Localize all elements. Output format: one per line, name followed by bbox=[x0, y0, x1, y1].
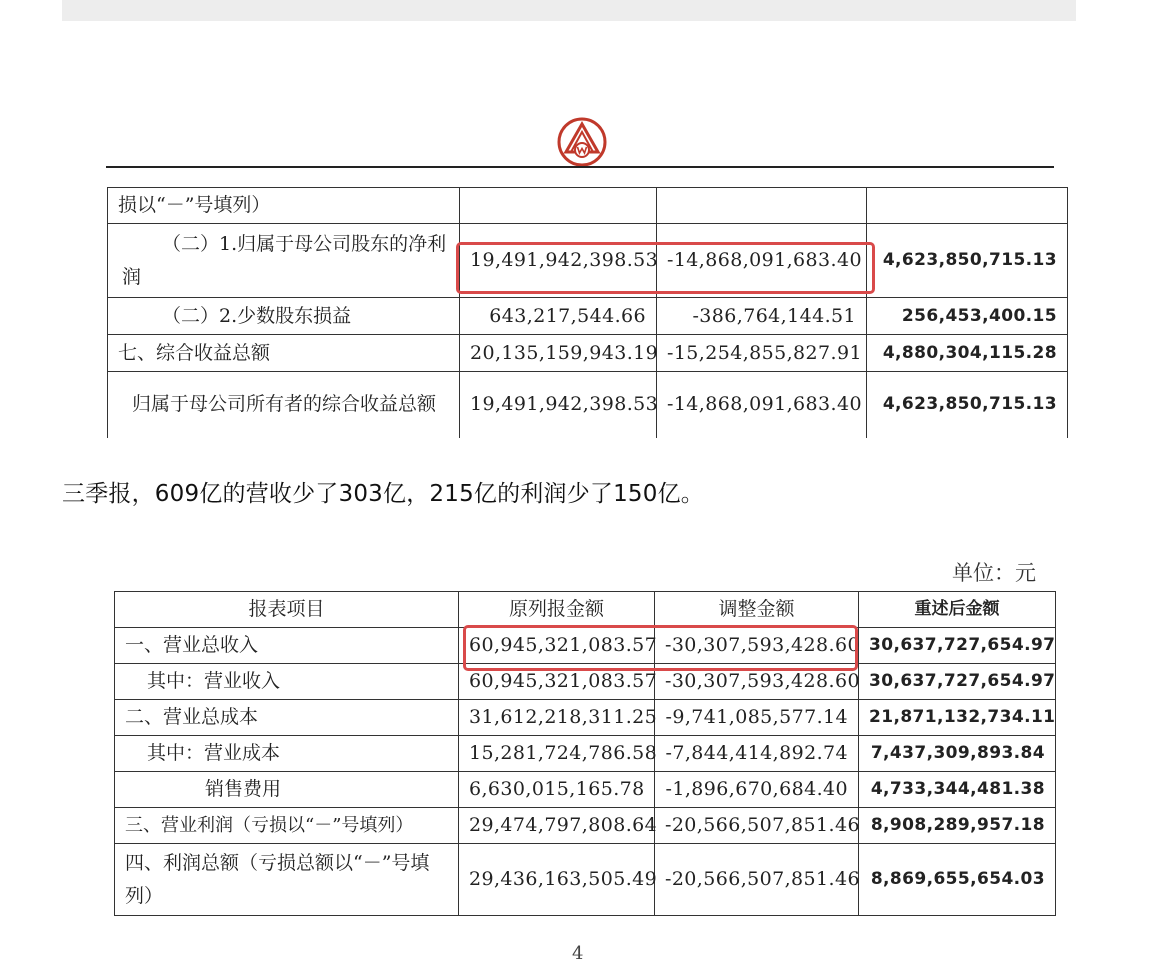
company-logo-icon bbox=[556, 116, 608, 168]
original-amount: 60,945,321,083.57 bbox=[459, 628, 655, 664]
row-label: 归属于母公司所有者的综合收益总额 bbox=[108, 372, 460, 438]
table-row bbox=[115, 808, 1056, 844]
viewer-top-bar bbox=[62, 0, 1076, 21]
row-label: 二、营业总成本 bbox=[115, 700, 459, 736]
table-row bbox=[108, 188, 1068, 224]
original-amount bbox=[460, 188, 657, 224]
row-label: 三、营业利润（亏损以“－”号填列） bbox=[115, 808, 459, 844]
original-amount: 20,135,159,943.19 bbox=[460, 335, 657, 372]
header-original: 原列报金额 bbox=[459, 592, 655, 628]
table-header-row bbox=[115, 592, 1056, 628]
table-row bbox=[115, 772, 1056, 808]
restated-amount: 8,908,289,957.18 bbox=[859, 808, 1056, 844]
original-amount: 31,612,218,311.25 bbox=[459, 700, 655, 736]
row-label: 其中：营业收入 bbox=[115, 664, 459, 700]
row-label: （二）1.归属于母公司股东的净利润 bbox=[108, 224, 460, 298]
row-label: 一、营业总收入 bbox=[115, 628, 459, 664]
table-row bbox=[115, 736, 1056, 772]
row-label: 七、综合收益总额 bbox=[108, 335, 460, 372]
restated-amount: 21,871,132,734.11 bbox=[859, 700, 1056, 736]
header-rule bbox=[106, 166, 1054, 168]
table-row bbox=[108, 335, 1068, 372]
adjustment-amount: -14,868,091,683.40 bbox=[657, 224, 867, 298]
restated-amount: 7,437,309,893.84 bbox=[859, 736, 1056, 772]
row-label: （二）2.少数股东损益 bbox=[108, 298, 460, 335]
highlight-box-net-profit bbox=[456, 242, 875, 294]
adjustment-amount: -7,844,414,892.74 bbox=[655, 736, 859, 772]
adjustment-amount: -386,764,144.51 bbox=[657, 298, 867, 335]
original-amount: 19,491,942,398.53 bbox=[460, 372, 657, 438]
adjustment-amount: -1,896,670,684.40 bbox=[655, 772, 859, 808]
unit-label: 单位：元 bbox=[952, 561, 1036, 585]
row-label: 销售费用 bbox=[115, 772, 459, 808]
adjustment-amount: -9,741,085,577.14 bbox=[655, 700, 859, 736]
restated-amount: 4,733,344,481.38 bbox=[859, 772, 1056, 808]
restated-amount: 8,869,655,654.03 bbox=[859, 844, 1056, 916]
adjustment-amount: -20,566,507,851.46 bbox=[655, 844, 859, 916]
original-amount: 19,491,942,398.53 bbox=[460, 224, 657, 298]
original-amount: 643,217,544.66 bbox=[460, 298, 657, 335]
financial-table-top bbox=[107, 187, 1068, 438]
restated-amount: 4,880,304,115.28 bbox=[867, 335, 1068, 372]
restated-amount: 256,453,400.15 bbox=[867, 298, 1068, 335]
restated-amount bbox=[867, 188, 1068, 224]
adjustment-amount bbox=[657, 188, 867, 224]
table-row bbox=[115, 700, 1056, 736]
original-amount: 60,945,321,083.57 bbox=[459, 664, 655, 700]
table-row bbox=[108, 298, 1068, 335]
original-amount: 6,630,015,165.78 bbox=[459, 772, 655, 808]
highlight-box-revenue bbox=[463, 625, 858, 671]
adjustment-amount: -15,254,855,827.91 bbox=[657, 335, 867, 372]
original-amount: 29,436,163,505.49 bbox=[459, 844, 655, 916]
header-restated: 重述后金额 bbox=[859, 592, 1056, 628]
table-row bbox=[108, 372, 1068, 438]
adjustment-amount: -30,307,593,428.60 bbox=[655, 628, 859, 664]
adjustment-amount: -14,868,091,683.40 bbox=[657, 372, 867, 438]
adjustment-amount: -30,307,593,428.60 bbox=[655, 664, 859, 700]
restated-amount: 4,623,850,715.13 bbox=[867, 224, 1068, 298]
row-label: 四、利润总额（亏损总额以“－”号填列） bbox=[115, 844, 459, 916]
original-amount: 29,474,797,808.64 bbox=[459, 808, 655, 844]
restated-amount: 30,637,727,654.97 bbox=[859, 628, 1056, 664]
page-number: 4 bbox=[572, 943, 584, 964]
commentary-caption: 三季报，609亿的营收少了303亿，215亿的利润少了150亿。 bbox=[62, 481, 704, 507]
restated-amount: 4,623,850,715.13 bbox=[867, 372, 1068, 438]
header-adjustment: 调整金额 bbox=[655, 592, 859, 628]
original-amount: 15,281,724,786.58 bbox=[459, 736, 655, 772]
row-label: 其中：营业成本 bbox=[115, 736, 459, 772]
adjustment-amount: -20,566,507,851.46 bbox=[655, 808, 859, 844]
header-item: 报表项目 bbox=[115, 592, 459, 628]
row-label: 损以“－”号填列） bbox=[108, 188, 460, 224]
restated-amount: 30,637,727,654.97 bbox=[859, 664, 1056, 700]
table-row bbox=[115, 844, 1056, 916]
